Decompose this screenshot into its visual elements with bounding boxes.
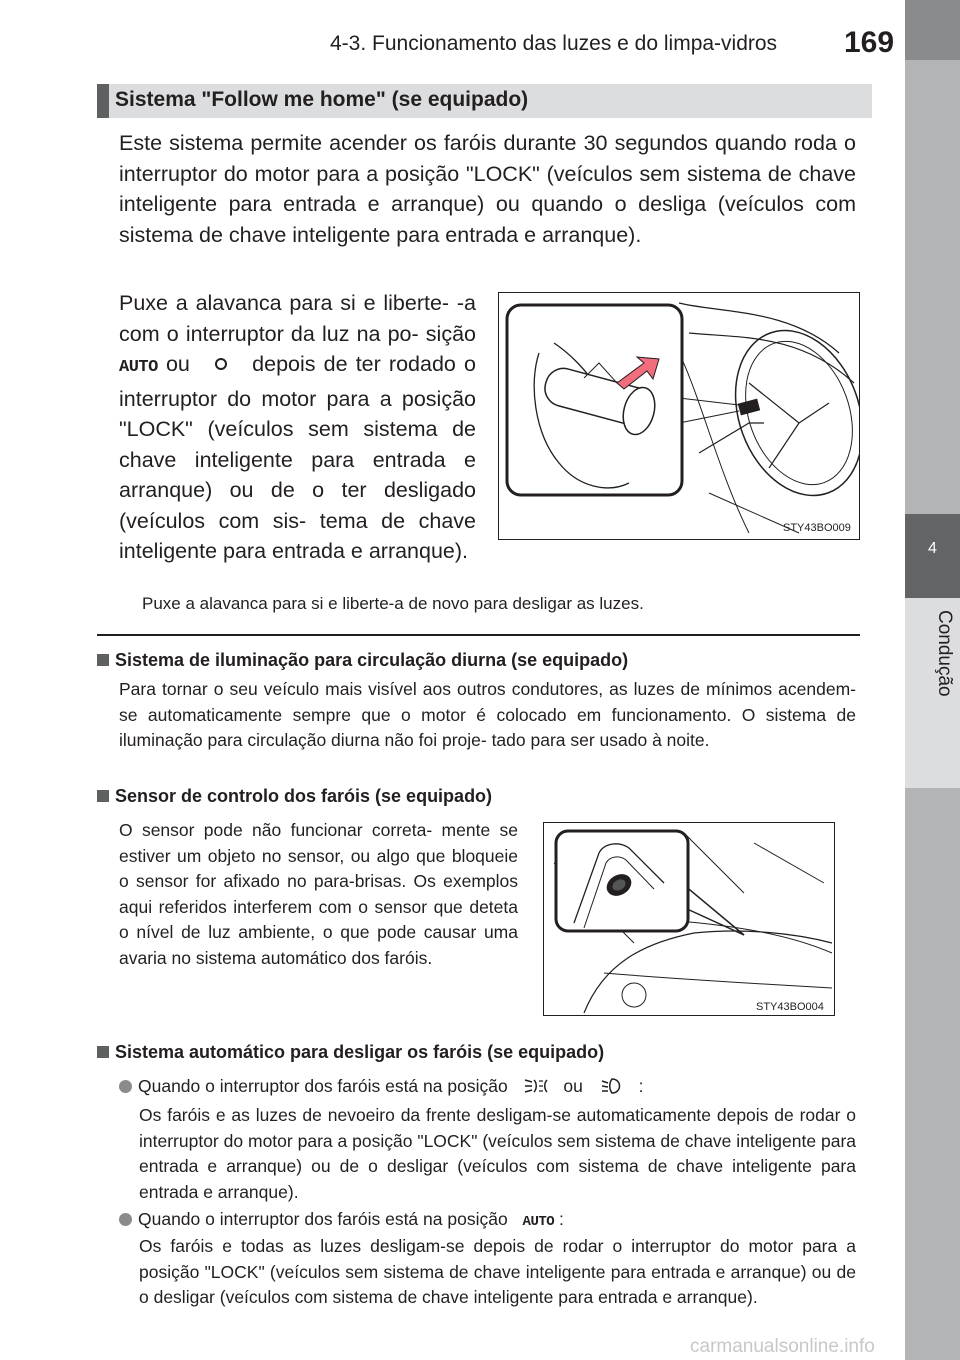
bullet-2-text: Os faróis e todas as luzes desligam-se depois de rodar o interruptor do motor para a posição "LOCK" (veículos sem sistema de chave inteligente para entrada e arranque) ou de o desligar (veículos com sistema de chave inteligente para entrada e arranque). [139, 1236, 856, 1307]
bullet-1-or: ou [563, 1076, 583, 1096]
bullet-2-colon: : [559, 1209, 564, 1229]
heading-sensor-text: Sensor de controlo dos faróis (se equipado) [115, 786, 493, 806]
circle-bullet-icon [119, 1213, 132, 1226]
lever-drawing [499, 293, 859, 539]
auto-symbol: AUTO [119, 358, 158, 377]
circle-bullet-icon [119, 1080, 132, 1093]
footnote: Puxe a alavanca para si e liberte-a de novo para desligar as luzes. [142, 594, 644, 613]
bullet-1-text: Os faróis e as luzes de nevoeiro da frente desligam-se automaticamente depois de rodar o interruptor do motor para a posição "LOCK" (veículos sem sistema de chave inteligente para entrada e arranque) ou de o desligar (veículos com sistema de chave inteligente para entrada e arranque). [139, 1105, 856, 1202]
auto-symbol: AUTO [522, 1214, 555, 1230]
section-divider [97, 634, 860, 636]
sensor-drawing [544, 823, 834, 1015]
drl-paragraph: Para tornar o seu veículo mais visível aos outros condutores, as luzes de mínimos acendem-se automaticamente sempre que o motor é colocado em funcionamento. O sistema de iluminação para circulação diurna não foi proje- tado para ser usado à noite. [119, 679, 856, 750]
pull-text-part1: Puxe a alavanca para si e liberte- -a com o interruptor da luz na po- sição [119, 291, 476, 346]
pull-or: ou [165, 352, 190, 376]
page-number: 169 [844, 26, 895, 59]
heading-drl-text: Sistema de iluminação para circulação diurna (se equipado) [115, 650, 629, 670]
figure1-caption: STY43BO009 [783, 522, 851, 534]
chapter-label: Condução [934, 610, 955, 697]
heading-sensor [97, 786, 492, 807]
low-beam-symbol-icon [588, 1077, 634, 1100]
bullet-1-colon: : [638, 1076, 644, 1096]
side-tab-top [905, 0, 960, 60]
side-tab-strip [905, 60, 960, 514]
square-bullet-icon [97, 790, 109, 802]
heading-drl [97, 650, 628, 671]
watermark: carmanualsonline.info [690, 1336, 875, 1357]
running-header: 4-3. Funcionamento das luzes e do limpa-vidros [330, 32, 778, 55]
figure2-caption: STY43BO004 [756, 1001, 824, 1013]
bullet-2-lead-text: Quando o interruptor dos faróis está na posição [138, 1209, 508, 1229]
bullet-1-lead [119, 1076, 644, 1100]
intro-paragraph: Este sistema permite acender os faróis durante 30 segundos quando roda o interruptor do motor para a posição "LOCK" (veículos sem sistema de chave inteligente para entrada e arranque) ou quando o desliga (veículos com sistema de chave inteligente para entrada e arranque). [119, 131, 856, 247]
pull-instruction [119, 288, 476, 567]
figure-sensor-illustration [543, 822, 835, 1016]
figure-lever-illustration [498, 292, 860, 540]
section-title: Sistema "Follow me home" (se equipado) [115, 88, 529, 111]
square-bullet-icon [97, 1046, 109, 1058]
side-tab-strip-lower [905, 788, 960, 1360]
heading-auto-off [97, 1042, 604, 1063]
headlight-symbol-icon [513, 1077, 559, 1100]
heading-auto-off-text: Sistema automático para desligar os faróis (se equipado) [115, 1042, 605, 1062]
bullet-2-lead [119, 1209, 564, 1230]
pull-text-part2: depois de ter rodado o interruptor do motor para a posição "LOCK" (veículos sem sistema de chave inteligente para entrada e arranque) ou de o ter desligado (veículos com sis- tema de chave inteligente para entrada e arranque). [119, 352, 476, 563]
sensor-paragraph: O sensor pode não funcionar correta- mente se estiver um objeto no sensor, ou algo que bloqueie o sensor for afixado no para-brisas. Os exemplos aqui referidos interferem com o sensor que deteta o nível de luz ambiente, o que pode causar uma avaria no sistema automático dos faróis. [119, 820, 518, 968]
square-bullet-icon [97, 654, 109, 666]
parking-light-symbol-icon [198, 349, 244, 380]
bullet-1-lead-text: Quando o interruptor dos faróis está na posição [138, 1076, 508, 1096]
chapter-number: 4 [928, 540, 937, 557]
